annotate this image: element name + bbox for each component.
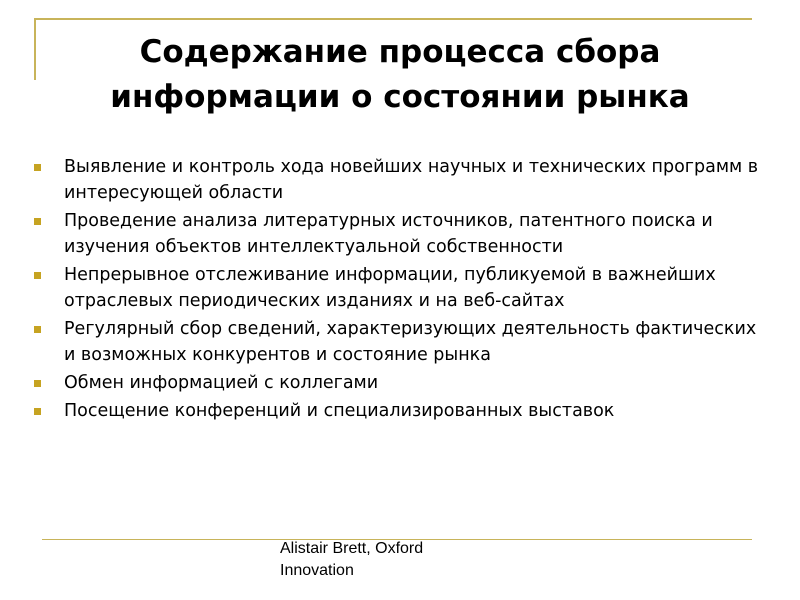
list-item [34, 370, 764, 396]
bullet-text: Обмен информацией с коллегами [64, 373, 379, 393]
bullet-text: Регулярный сбор сведений, характеризующих деятельность фактических и возможных конкурентов и состояние рынка [64, 319, 757, 365]
bullet-text: Посещение конференций и специализированных выставок [64, 401, 615, 421]
top-divider [34, 18, 752, 20]
list-item [34, 316, 764, 368]
slide-title: Содержание процесса сбора информации о состоянии рынка [110, 34, 690, 115]
square-bullet-icon [34, 164, 41, 171]
square-bullet-icon [34, 326, 41, 333]
bullet-list [34, 154, 764, 426]
bullet-text: Проведение анализа литературных источников, патентного поиска и изучения объектов интеллектуальной собственности [64, 211, 713, 257]
footer-credit [280, 538, 480, 582]
square-bullet-icon [34, 380, 41, 387]
footer-line-1: Alistair Brett, Oxford [280, 540, 424, 557]
list-item [34, 154, 764, 206]
bullet-text: Непрерывное отслеживание информации, публикуемой в важнейших отраслевых периодических изданиях и на веб-сайтах [64, 265, 716, 311]
bullet-text: Выявление и контроль хода новейших научных и технических программ в интересующей области [64, 157, 759, 203]
list-item [34, 208, 764, 260]
left-accent-line [34, 18, 36, 80]
footer-line-2: Innovation [280, 562, 354, 579]
list-item [34, 262, 764, 314]
square-bullet-icon [34, 272, 41, 279]
list-item [34, 398, 764, 424]
square-bullet-icon [34, 408, 41, 415]
square-bullet-icon [34, 218, 41, 225]
